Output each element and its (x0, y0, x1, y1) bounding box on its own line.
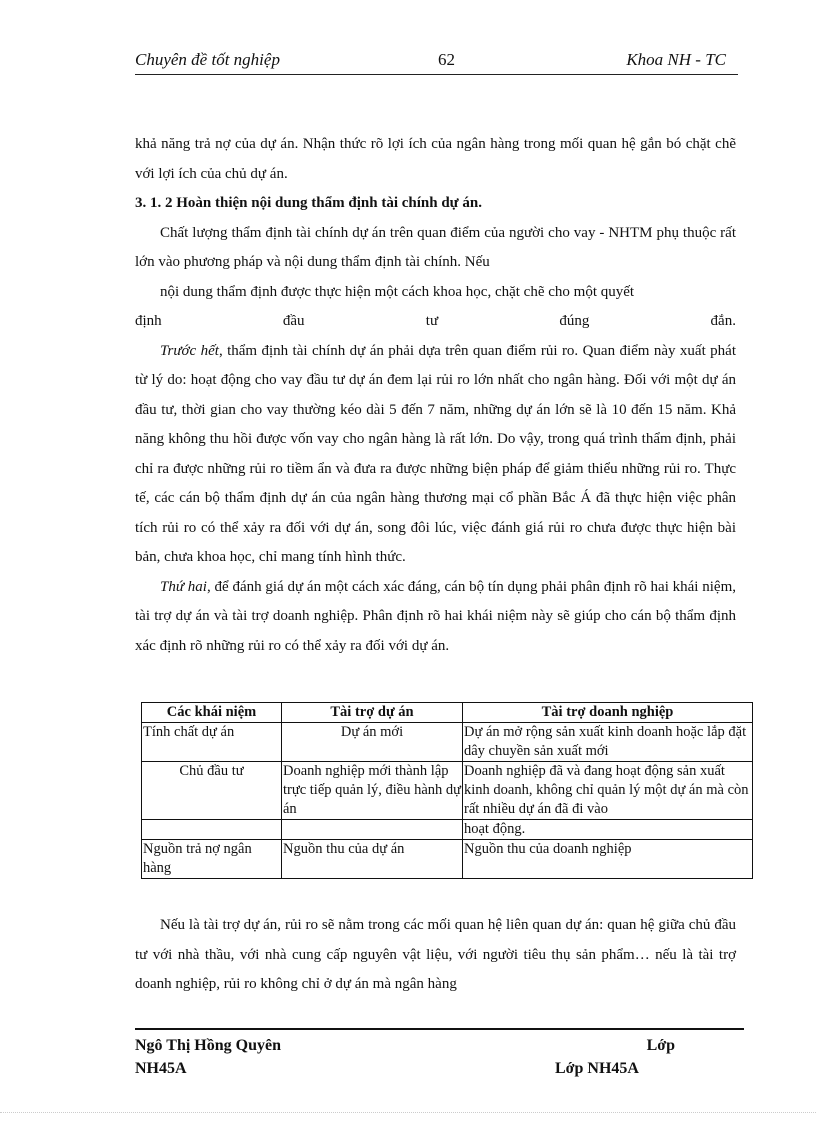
main-text (135, 130, 736, 661)
table-cell: Dự án mở rộng sản xuất kinh doanh hoặc lắp đặt dây chuyền sản xuất mới (463, 723, 753, 762)
class-full: Lớp NH45A (555, 1060, 639, 1077)
comparison-table (141, 702, 753, 879)
paragraph-6: Nếu là tài trợ dự án, rủi ro sẽ nằm trong các mối quan hệ liên quan dự án: quan hệ giữa chủ đầu tư với nhà thầu, với nhà cung cấp nguyên vật liệu, với người tiêu thụ sản phẩm… nếu là tài trợ doanh nghiệp, rủi ro không chỉ ở dự án mà ngân hàng (135, 917, 736, 992)
table-header-row (142, 703, 753, 723)
section-heading: 3. 1. 2 Hoàn thiện nội dung thẩm định tài chính dự án. (135, 195, 483, 211)
paragraph-5 (135, 573, 736, 662)
table-cell (142, 820, 282, 840)
lead-phrase: Trước hết (160, 342, 219, 359)
table-cell: Nguồn thu của dự án (282, 840, 463, 879)
class-short: NH45A (135, 1060, 187, 1077)
column-header: Các khái niệm (142, 703, 282, 723)
word: định (135, 313, 162, 329)
paragraph-4 (135, 337, 736, 573)
table-row (142, 820, 753, 840)
table-cell: Chủ đầu tư (142, 762, 282, 820)
word: đắn. (710, 313, 736, 329)
table-row (142, 840, 753, 879)
word: tư (425, 313, 439, 329)
table-cell: hoạt động. (463, 820, 753, 840)
author-name: Ngô Thị Hồng Quyên (135, 1037, 281, 1054)
table-cell: Tính chất dự án (142, 723, 282, 762)
page-header (135, 48, 738, 78)
table-cell: Nguồn thu của doanh nghiệp (463, 840, 753, 879)
footer-row (135, 1034, 685, 1057)
table-cell: Dự án mới (282, 723, 463, 762)
table-cell: Doanh nghiệp đã và đang hoạt động sản xuất kinh doanh, không chỉ quản lý một dự án mà còn rất nhiều dự án đã đi vào (463, 762, 753, 820)
header-rule (135, 74, 738, 75)
lead-phrase: Thứ hai (160, 578, 207, 595)
table-cell: Doanh nghiệp mới thành lập trực tiếp quản lý, điều hành dự án (282, 762, 463, 820)
table-row (142, 762, 753, 820)
paragraph-4-text: , thẩm định tài chính dự án phải dựa trên quan điểm rủi ro. Quan điểm này xuất phát từ lý do: hoạt động cho vay đầu tư dự án đem lại rủi ro lớn nhất cho ngân hàng. Đối với một dự án đầu tư, thời gian cho vay thường kéo dài 5 đến 7 năm, những dự án lớn sẽ là 10 đến 15 năm. Khả năng không thu hồi được vốn vay cho ngân hàng là rất lớn. Do vậy, trong quá trình thẩm định, phải chỉ ra được những rủi ro tiềm ẩn và đưa ra được những biện pháp để giảm thiểu những rủi ro. Thực tế, các cán bộ thẩm định dự án của ngân hàng thương mại cổ phần Bắc Á đã thực hiện việc phân tích rủi ro có thể xảy ra đối với dự án, song đôi lúc, việc đánh giá rủi ro chưa được thực hiện bài bản, chưa khoa học, chỉ mang tính hình thức. (135, 342, 736, 565)
page-footer (135, 1034, 685, 1080)
table-cell (282, 820, 463, 840)
header-title: Chuyên đề tốt nghiệp (135, 50, 280, 69)
paragraph-3-end (135, 307, 736, 337)
page-bottom-border (0, 1112, 816, 1113)
paragraph-5-text: , để đánh giá dự án một cách xác đáng, cán bộ tín dụng phải phân định rõ hai khái niệm, tài trợ dự án và tài trợ doanh nghiệp. Phân định rõ hai khái niệm này sẽ giúp cho cán bộ thẩm định xác định rõ những rủi ro có thể xảy ra đối với dự án. (135, 578, 736, 654)
class-label: Lớp (646, 1037, 675, 1054)
closing-text (135, 911, 736, 1000)
word: đầu (282, 313, 305, 329)
footer-rule (135, 1028, 744, 1030)
paragraph-1: khả năng trả nợ của dự án. Nhận thức rõ lợi ích của ngân hàng trong mối quan hệ gắn bó chặt chẽ với lợi ích của chủ dự án. (135, 136, 736, 182)
table-cell: Nguồn trả nợ ngân hàng (142, 840, 282, 879)
word: đúng (559, 313, 590, 329)
column-header: Tài trợ doanh nghiệp (463, 703, 753, 723)
footer-row (135, 1057, 685, 1080)
paragraph-2: Chất lượng thẩm định tài chính dự án trên quan điểm của người cho vay - NHTM phụ thuộc rất lớn vào phương pháp và nội dung thẩm định tài chính. Nếu (135, 224, 736, 270)
column-header: Tài trợ dự án (282, 703, 463, 723)
table-row (142, 723, 753, 762)
paragraph-3: nội dung thẩm định được thực hiện một cách khoa học, chặt chẽ cho một quyết (160, 283, 635, 300)
header-faculty: Khoa NH - TC (626, 50, 726, 69)
page-number: 62 (438, 50, 455, 69)
